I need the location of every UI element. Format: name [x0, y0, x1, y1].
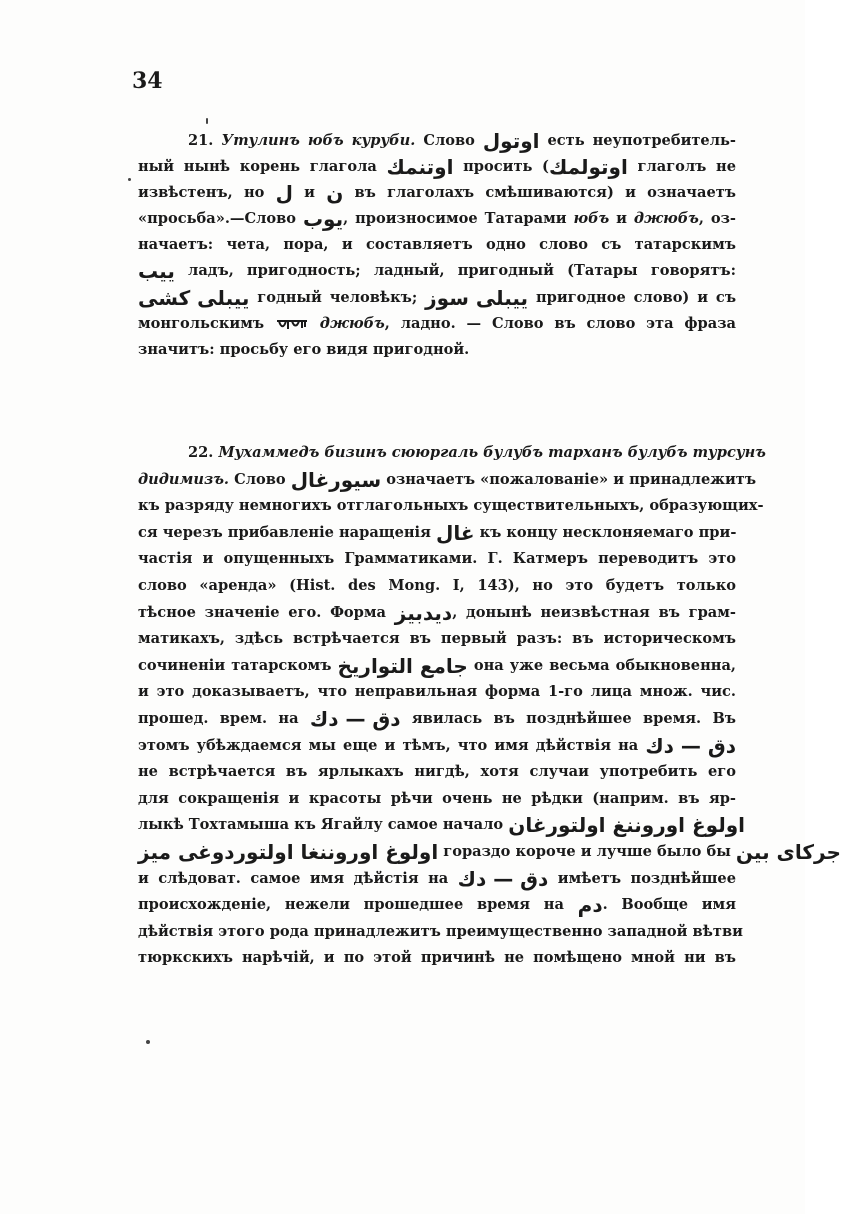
arabic-word: ييب	[138, 259, 175, 284]
arabic-title: جامع التواريخ	[337, 653, 468, 678]
text-run: матикахъ, здѣсь встрѣчается въ первый разъ: въ историческомъ	[138, 630, 736, 648]
text-run: не встрѣчается въ ярлыкахъ нигдѣ, хотя случаи употребить его	[138, 763, 736, 781]
text-line	[138, 493, 764, 520]
text-line	[138, 232, 736, 258]
text-line	[138, 839, 841, 866]
text-run: просить (	[453, 158, 549, 176]
text-line	[138, 573, 736, 600]
text-run: , донынѣ неизвѣстная въ грам-	[452, 603, 736, 621]
text-line	[138, 812, 745, 839]
page-number: 34	[132, 68, 163, 94]
text-run: слово «аренда» (Hist. des Mong. I, 143), но это будетъ только	[138, 576, 736, 594]
text-line	[138, 653, 736, 680]
text-run: къ разряду немногихъ отглагольныхъ существительныхъ, образующих-	[138, 497, 764, 515]
arabic-word: ديدبيز	[394, 600, 453, 625]
text-line	[138, 285, 736, 311]
text-line	[138, 945, 736, 972]
ink-speck	[206, 118, 208, 124]
text-run: она уже весьма обыкновенна,	[467, 656, 736, 674]
text-line	[138, 546, 736, 573]
text-run: въ глаголахъ смѣшиваются) и означаетъ	[343, 184, 736, 202]
arabic-phrase: اولوغ اوروننغا اولتوردوغى ميز	[138, 839, 439, 864]
text-line	[138, 467, 757, 494]
arabic-word: اوتولمك	[548, 155, 628, 180]
text-line	[138, 154, 736, 180]
text-run: годный человѣкъ;	[249, 288, 426, 306]
text-run: и	[292, 184, 327, 202]
text-run: монгольскимъ	[138, 314, 275, 332]
ink-speck	[128, 178, 131, 181]
italic-word: джюбъ	[319, 314, 385, 332]
arabic-phrase: ييبلى كشى	[138, 285, 250, 310]
text-run: и слѣдоват. самое имя дѣйстія на	[138, 869, 458, 887]
text-run: , ладно. — Слово въ слово эта фраза	[384, 314, 736, 332]
text-run: сочиненіи татарскомъ	[138, 656, 338, 674]
arabic-word: اوتنمك	[386, 155, 454, 180]
text-line	[138, 919, 743, 946]
text-line	[138, 626, 736, 653]
arabic-suffix: دق — دك	[457, 866, 549, 891]
text-run: дѣйствія этого рода принадлежитъ преимущественно западной вѣтви	[138, 922, 743, 940]
text-run: ный нынѣ корень глагола	[138, 158, 387, 176]
text-run: значитъ: просьбу его видя пригодной.	[138, 340, 470, 358]
text-line	[138, 892, 736, 919]
arabic-suffix: دق — دك	[645, 733, 736, 758]
text-line	[138, 206, 736, 232]
text-run: извѣстенъ, но	[138, 184, 276, 202]
note-number: 22.	[188, 444, 219, 461]
text-run: Слово	[415, 132, 483, 149]
text-line	[138, 520, 736, 547]
text-run: и	[609, 210, 634, 228]
arabic-phrase: جركاى بين	[735, 839, 841, 864]
text-run: этомъ убѣждаемся мы еще и тѣмъ, что имя дѣйствія на	[138, 736, 646, 754]
text-run: для сокращенія и красоты рѣчи очень не рѣдки (наприм. въ яр-	[138, 789, 736, 807]
text-line	[138, 679, 736, 706]
text-run: тюркскихъ нарѣчій, и по этой причинѣ не помѣщено мной ни въ	[138, 949, 736, 967]
arabic-letter: ن	[326, 181, 344, 206]
text-line	[138, 706, 736, 733]
text-run: гораздо короче и лучше было бы	[438, 842, 736, 860]
text-run: пригодное слово) и съ	[528, 288, 737, 306]
text-line	[138, 337, 736, 363]
text-run: , произносимое Татарами	[343, 210, 574, 228]
text-run: ладъ, пригодность; ладный, пригодный (Татары говорятъ:	[174, 262, 736, 280]
arabic-word: سيورغال	[290, 467, 382, 492]
text-run: означаетъ «пожалованіе» и принадлежитъ	[381, 470, 757, 488]
note-number: 21.	[188, 132, 222, 149]
arabic-word: اوتول	[482, 129, 540, 153]
arabic-word: غال	[435, 520, 475, 545]
text-line	[138, 440, 766, 467]
italic-word: юбъ	[573, 210, 610, 228]
text-line	[138, 180, 736, 206]
text-run: начаетъ: чета, пора, и составляетъ одно слово съ татарскимъ	[138, 236, 736, 254]
text-line	[138, 258, 736, 284]
text-run: Слово	[229, 470, 291, 488]
text-run: . Вообще имя	[602, 896, 737, 914]
text-line	[138, 786, 736, 813]
text-run: глаголъ не	[627, 158, 736, 176]
text-run: «просьба».—Слово	[138, 210, 303, 228]
arabic-phrase: اولوغ اوروننغ اولتورغان	[508, 813, 745, 838]
text-run: прошед. врем. на	[138, 709, 310, 727]
arabic-letter: ل	[275, 181, 293, 206]
arabic-suffix: دق — دك	[309, 706, 401, 731]
text-run: тѣсное значеніе его. Форма	[138, 603, 395, 621]
text-line	[138, 866, 736, 893]
text-line	[138, 759, 736, 786]
text-line	[138, 600, 736, 627]
quoted-phrase: Утулинъ юбъ куруби.	[221, 132, 416, 149]
quoted-phrase: Мухаммедъ бизинъ сююргаль булубъ тарханъ булубъ турсунъ	[218, 444, 766, 461]
paragraph-21	[138, 128, 736, 363]
text-line	[138, 128, 736, 154]
text-run: къ концу несклоняемаго при-	[474, 523, 737, 541]
text-run: лыкѣ Тохтамыша къ Ягайлу самое начало	[138, 816, 509, 834]
arabic-phrase: ييبلى سوز	[425, 285, 529, 310]
text-run: имѣетъ позднѣйшее	[548, 869, 736, 887]
mongolian-script-word	[275, 316, 309, 332]
text-run: частія и опущенныхъ Грамматиками. Г. Катмеръ переводитъ это	[138, 550, 736, 568]
paragraph-22	[138, 440, 841, 972]
italic-word: джюбъ	[633, 210, 699, 228]
text-run: есть неупотребитель-	[539, 132, 736, 149]
arabic-suffix: دم	[577, 893, 603, 918]
text-run: ся черезъ прибавленіе наращенія	[138, 523, 436, 541]
text-line	[138, 311, 736, 337]
text-run: происхожденіе, нежели прошедшее время на	[138, 896, 578, 914]
text-run: , оз-	[698, 210, 736, 228]
arabic-word: يوب	[302, 207, 344, 232]
quoted-phrase: дидимизъ.	[138, 470, 230, 488]
text-run: и это доказываетъ, что неправильная форма 1-го лица множ. чис.	[138, 683, 736, 701]
ink-speck	[146, 1040, 150, 1044]
text-line	[138, 733, 736, 760]
text-run: явилась въ позднѣйшее время. Въ	[400, 709, 736, 727]
